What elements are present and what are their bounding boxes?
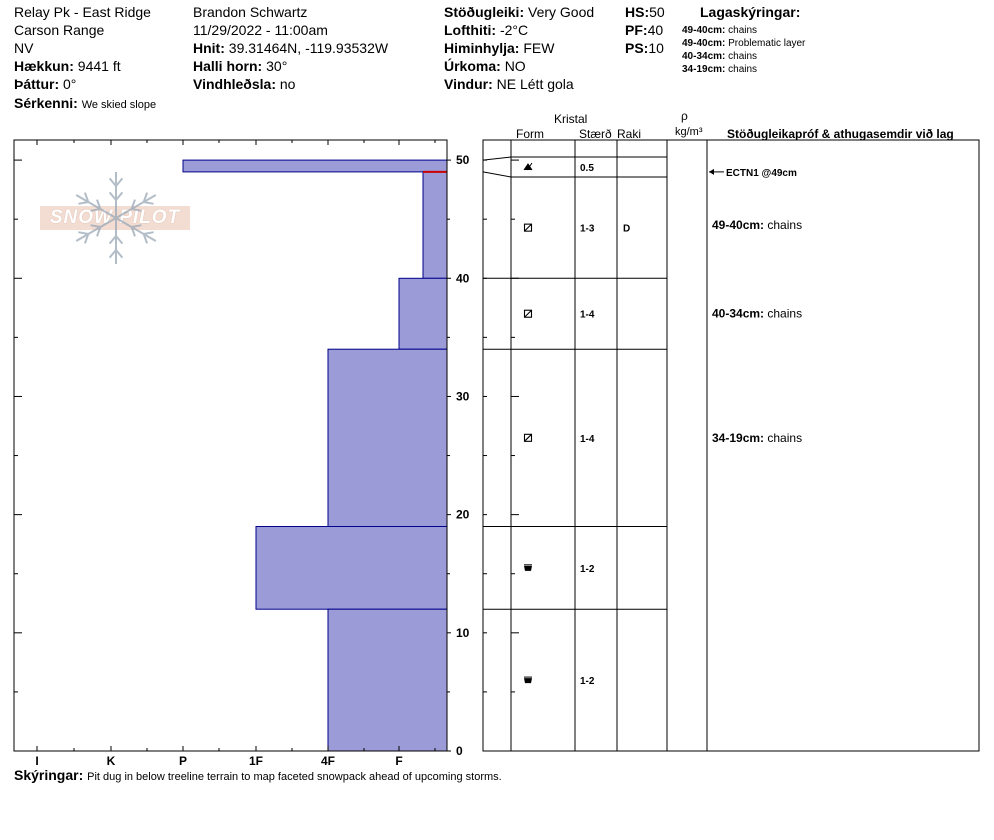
grain-size: 1-2 bbox=[580, 563, 595, 575]
y-tick-label: 20 bbox=[456, 507, 470, 522]
layer-comment bbox=[712, 431, 802, 445]
hardness-bar bbox=[399, 278, 447, 349]
density-unit-header: kg/m³ bbox=[675, 126, 703, 138]
slope-label: Halli horn: bbox=[193, 58, 263, 74]
y-tick-label: 10 bbox=[456, 625, 470, 640]
flake-branch bbox=[144, 232, 154, 234]
elevation-value: 9441 ft bbox=[77, 58, 121, 74]
grain-size: 0.5 bbox=[580, 163, 594, 174]
y-tick-label: 30 bbox=[456, 389, 470, 404]
facet-diagonal bbox=[525, 310, 532, 317]
depth-hoar-cup bbox=[524, 566, 532, 571]
snowpilot-logo-text: SNOW PILOT bbox=[40, 206, 190, 230]
flake-arm bbox=[76, 218, 116, 241]
notes-label: Skýringar: bbox=[14, 767, 84, 783]
stability-tests bbox=[709, 168, 802, 445]
hardness-profile bbox=[183, 160, 447, 751]
pf-value: 40 bbox=[647, 22, 664, 38]
legend-text: Problematic layer bbox=[728, 38, 806, 49]
flake-arm bbox=[116, 218, 156, 241]
precip-value: NO bbox=[504, 58, 526, 74]
x-tick-label: 1F bbox=[248, 754, 264, 768]
x-tick-label: 4F bbox=[320, 754, 336, 768]
faceted-icon bbox=[525, 434, 532, 441]
flake-branch bbox=[91, 209, 101, 211]
grain-size: 1-4 bbox=[580, 433, 595, 445]
snowflake-logo-icon bbox=[76, 172, 156, 264]
state: NV bbox=[14, 40, 34, 56]
location-name: Relay Pk - East Ridge bbox=[14, 4, 151, 20]
features-label: Sérkenni: bbox=[14, 95, 78, 111]
hs-value: 50 bbox=[649, 4, 665, 20]
sky-label: Himinhylja: bbox=[444, 40, 520, 56]
coords-label: Hnit: bbox=[193, 40, 225, 56]
date-time: 11/29/2022 - 11:00am bbox=[193, 22, 328, 38]
faceted-icon bbox=[525, 224, 532, 231]
hardness-bar bbox=[183, 160, 447, 172]
x-tick-label: I bbox=[35, 754, 39, 768]
precip-label: Úrkoma: bbox=[444, 58, 501, 74]
stability-value: Very Good bbox=[528, 4, 595, 20]
legend-range: 40-34cm: bbox=[682, 51, 726, 62]
surface-hoar-icon bbox=[524, 163, 532, 170]
y-tick-label: 0 bbox=[456, 744, 463, 758]
facet-diagonal bbox=[525, 224, 532, 231]
observer: Brandon Schwartz bbox=[193, 4, 308, 20]
flake-branch bbox=[78, 202, 88, 204]
wind-value: NE Létt gola bbox=[496, 76, 574, 92]
faceted-icon bbox=[525, 310, 532, 317]
features-value: We skied slope bbox=[81, 99, 157, 111]
notes bbox=[14, 767, 502, 784]
layer-comment-text: chains bbox=[767, 430, 803, 445]
crystal-header: Kristal bbox=[554, 112, 588, 126]
pf-label: PF: bbox=[625, 22, 648, 38]
flake-arm bbox=[116, 195, 156, 218]
legend-range: 49-40cm: bbox=[682, 25, 726, 36]
wind-loading-label: Vindhleðsla: bbox=[193, 76, 276, 92]
facet-diagonal bbox=[525, 434, 532, 441]
grain-size: 1-3 bbox=[580, 223, 595, 235]
grain-size: 1-2 bbox=[580, 676, 595, 688]
legend-range: 49-40cm: bbox=[682, 38, 726, 49]
legend-range: 34-19cm: bbox=[682, 64, 726, 75]
notes-value: Pit dug in below treeline terrain to map faceted snowpack ahead of upcoming storms. bbox=[87, 771, 502, 783]
flake-branch bbox=[91, 225, 101, 227]
layer-connector bbox=[483, 172, 511, 177]
mountain-range: Carson Range bbox=[14, 22, 105, 38]
air-temp-label: Lofthiti: bbox=[444, 22, 497, 38]
air-temp-value: -2°C bbox=[499, 22, 529, 38]
x-tick-label: F bbox=[395, 754, 403, 768]
flake-branch bbox=[78, 232, 88, 234]
tests-header: Stöðugleikapróf & athugasemdir við lag bbox=[727, 127, 954, 141]
legend-text: chains bbox=[728, 25, 758, 36]
form-header: Form bbox=[516, 127, 544, 141]
aspect-label: Þáttur: bbox=[14, 76, 60, 92]
flake-branch bbox=[132, 225, 142, 227]
layer-comment-text: chains bbox=[767, 306, 803, 321]
test-result: ECTN1 @49cm bbox=[726, 167, 797, 179]
ps-value: 10 bbox=[648, 40, 664, 56]
y-tick-label: 40 bbox=[456, 271, 470, 286]
size-header: Stærð bbox=[579, 127, 612, 141]
grain-size: 1-4 bbox=[580, 309, 595, 321]
slope-value: 30° bbox=[266, 58, 288, 74]
legend-text: chains bbox=[728, 64, 758, 75]
test-arrowhead bbox=[709, 169, 714, 175]
hardness-bar bbox=[328, 609, 447, 751]
sky-value: FEW bbox=[523, 40, 555, 56]
layer-comment-range: 49-40cm: bbox=[712, 218, 768, 233]
elevation-label: Hækkun: bbox=[14, 58, 74, 74]
hardness-bar bbox=[328, 349, 447, 526]
x-tick-label: K bbox=[106, 754, 116, 768]
hardness-bar bbox=[423, 172, 447, 278]
hs-label: HS: bbox=[625, 4, 650, 20]
y-tick-label: 50 bbox=[456, 153, 470, 168]
layer-comment-range: 34-19cm: bbox=[712, 430, 768, 445]
depth-hoar-icon bbox=[524, 565, 532, 571]
moisture: D bbox=[623, 223, 631, 235]
flake-branch bbox=[144, 202, 154, 204]
moisture-header: Raki bbox=[617, 127, 642, 141]
layer-comment-range: 40-34cm: bbox=[712, 306, 768, 321]
legend-text: chains bbox=[728, 51, 758, 62]
layer-comment bbox=[712, 307, 802, 321]
layer-comment bbox=[712, 218, 802, 232]
coords-value: 39.31464N, -119.93532W bbox=[228, 40, 389, 56]
layer-connector bbox=[483, 157, 511, 160]
ps-label: PS: bbox=[625, 40, 649, 56]
legend-title: Lagaskýringar: bbox=[700, 4, 801, 20]
flake-branch bbox=[132, 209, 142, 211]
layer-comment-text: chains bbox=[767, 218, 803, 233]
rho-header: ρ bbox=[681, 109, 688, 123]
wind-label: Vindur: bbox=[444, 76, 493, 92]
flake-arm bbox=[76, 195, 116, 218]
x-tick-label: P bbox=[178, 754, 188, 768]
stability-label: Stöðugleiki: bbox=[444, 4, 525, 20]
depth-hoar-icon bbox=[524, 677, 532, 683]
wind-loading-value: no bbox=[279, 76, 296, 92]
aspect-value: 0° bbox=[63, 76, 77, 92]
depth-hoar-cup bbox=[524, 678, 532, 683]
hardness-bar bbox=[256, 527, 447, 610]
